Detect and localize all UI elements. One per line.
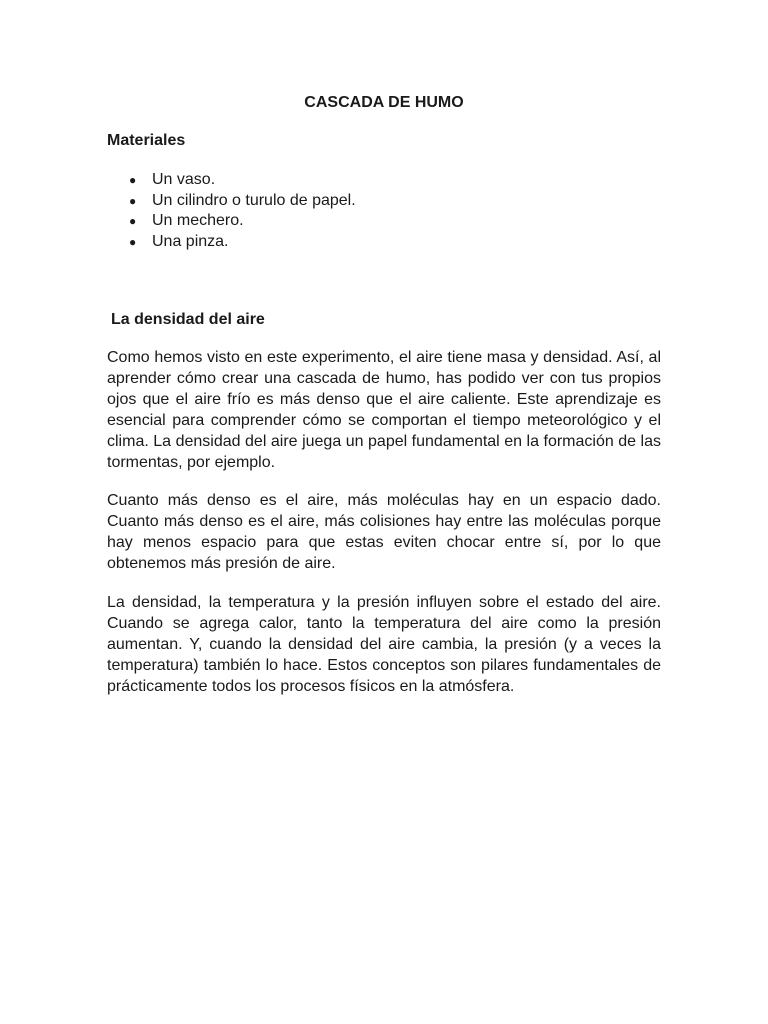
bullet-icon: ● — [129, 173, 137, 187]
materials-heading: Materiales — [107, 132, 186, 149]
bullet-icon: ● — [129, 193, 137, 208]
list-item-text: Un cilindro o turulo de papel. — [152, 191, 356, 209]
body-paragraph: Cuanto más denso es el aire, más moléculas hay en un espacio dado. Cuanto más denso es el aire, más colisiones hay entre las moléculas porque hay menos espacio para que estas eviten chocar entre sí, por lo que obtenemos más presión de aire. — [107, 492, 661, 572]
list-item-text: Una pinza. — [152, 233, 229, 251]
list-item — [107, 211, 356, 232]
list-item — [107, 191, 356, 212]
list-item — [107, 232, 356, 253]
list-item-text: Un vaso. — [152, 171, 216, 188]
list-item — [107, 170, 356, 191]
density-heading: La densidad del aire — [111, 311, 265, 328]
list-item-text: Un mechero. — [152, 212, 244, 230]
bullet-icon: ● — [129, 235, 137, 250]
document-title: CASCADA DE HUMO — [304, 94, 464, 111]
body-paragraph: La densidad, la temperatura y la presión influyen sobre el estado del aire. Cuando se agrega calor, tanto la temperatura del aire como la presión aumentan. Y, cuando la densidad del aire cambia, la presión (y a veces la temperatura) también lo hace. Estos conceptos son pilares fundamentales de prácticamente todos los procesos físicos en la atmósfera. — [107, 594, 661, 695]
bullet-icon: ● — [129, 214, 137, 229]
materials-list — [107, 170, 356, 253]
body-paragraph: Como hemos visto en este experimento, el aire tiene masa y densidad. Así, al aprender cómo crear una cascada de humo, has podido ver con tus propios ojos que el aire frío es más denso que el aire caliente. Este aprendizaje es esencial para comprender cómo se comportan el tiempo meteorológico y el clima. La densidad del aire juega un papel fundamental en la formación de las tormentas, por ejemplo. — [107, 349, 661, 471]
